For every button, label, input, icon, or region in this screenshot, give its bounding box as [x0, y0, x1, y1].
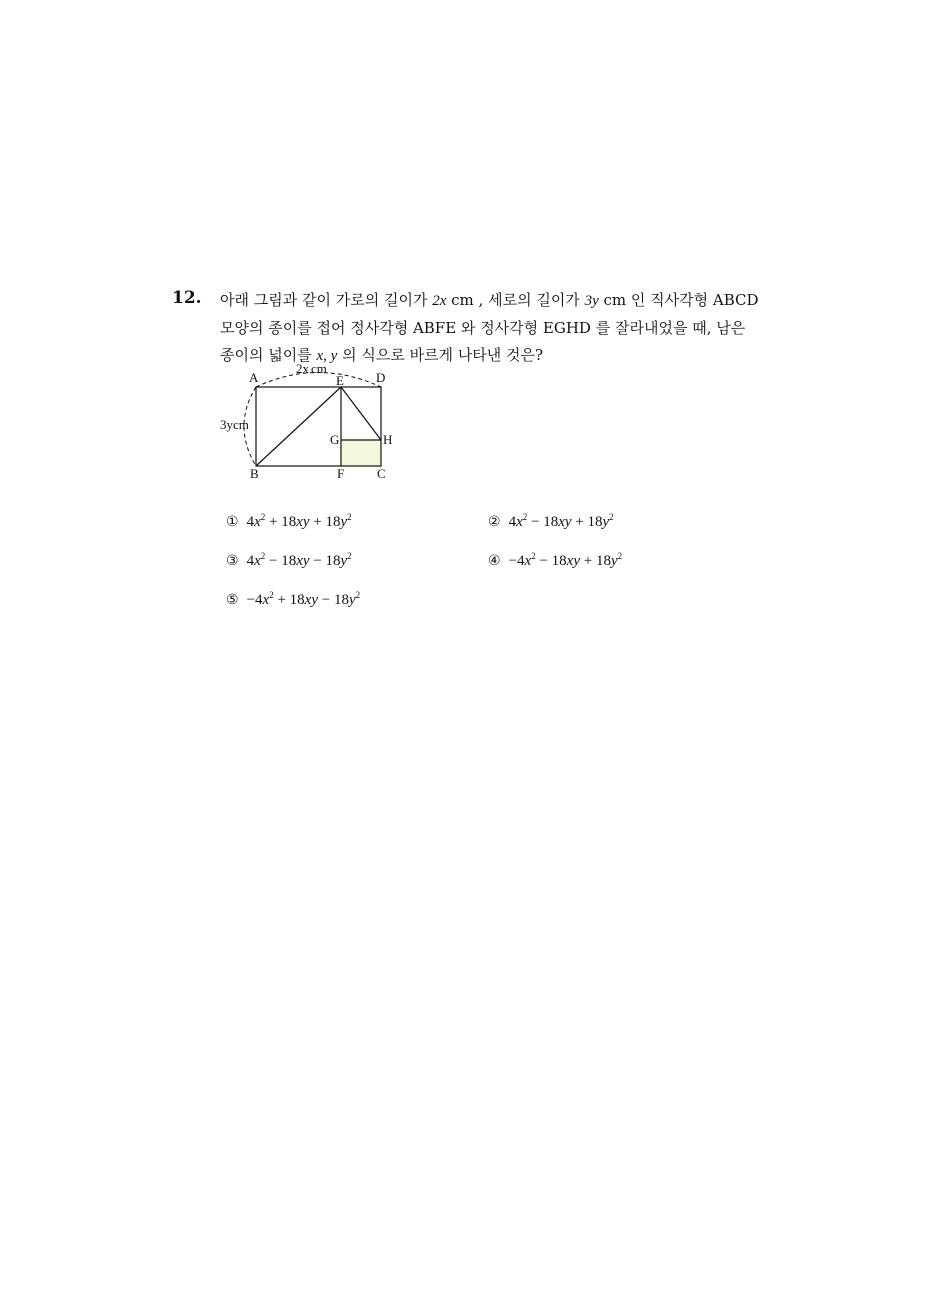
text-segment: 의 식으로 바르게 나타낸 것은? [337, 346, 544, 364]
choice-exp: 2 [269, 590, 274, 600]
choice-var: x [254, 553, 261, 569]
choice-var: x [254, 514, 261, 530]
text-segment: cm , 세로의 길이가 [446, 291, 585, 309]
choice-term: − 18 [265, 553, 297, 569]
choice-exp: 2 [609, 512, 614, 522]
choice-3[interactable] [226, 553, 352, 570]
diagonal-be [256, 387, 341, 466]
choice-var: xy [566, 553, 580, 569]
choice-number: ③ [226, 553, 239, 569]
choice-var: xy [296, 553, 310, 569]
choice-exp: 2 [355, 590, 361, 600]
label-b: B [250, 466, 259, 481]
choice-term: + 18 [580, 553, 611, 569]
choice-term: 4 [508, 514, 517, 530]
choice-exp: 2 [617, 551, 623, 561]
width-math: 2x [296, 361, 309, 376]
math-xy: x, y [316, 348, 338, 364]
label-g: G [330, 432, 340, 447]
text-segment: cm 인 직사각형 ABCD [598, 291, 759, 309]
width-unit: cm [311, 361, 327, 376]
choice-term: −4 [246, 592, 263, 608]
choice-var: xy [296, 514, 310, 530]
choice-5[interactable] [226, 592, 360, 609]
choice-term: −4 [508, 553, 525, 569]
choice-exp: 2 [347, 551, 352, 561]
question-line-1 [220, 287, 760, 315]
choice-2[interactable] [488, 514, 614, 531]
choice-exp: 2 [347, 512, 352, 522]
label-e: E [336, 373, 344, 388]
label-a: A [249, 370, 259, 385]
choice-term: − 18 [309, 553, 341, 569]
choice-var: y [340, 553, 348, 569]
choice-var: x [524, 553, 532, 569]
choice-exp: 2 [531, 551, 536, 561]
choice-var: y [348, 592, 356, 608]
choice-var: x [516, 514, 523, 530]
diagonal-eh [341, 387, 381, 440]
choice-term: − 18 [318, 592, 349, 608]
choice-var: y [340, 514, 348, 530]
text-segment: 종이의 넓이를 [220, 346, 317, 364]
choice-var: xy [558, 514, 572, 530]
choice-exp: 2 [260, 512, 266, 522]
label-h: H [383, 432, 393, 447]
choice-var: xy [304, 592, 318, 608]
height-unit: cm [233, 417, 249, 432]
choice-term: − 18 [535, 553, 567, 569]
choice-term: − 18 [527, 514, 559, 530]
choice-term: + 18 [265, 514, 297, 530]
label-c: C [377, 466, 386, 481]
math-3y: 3y [584, 293, 599, 309]
choice-var: y [610, 553, 618, 569]
shaded-region [341, 440, 381, 466]
rectangle-figure [212, 360, 412, 485]
choice-term: 4 [246, 514, 255, 530]
choice-var: y [602, 514, 610, 530]
choice-number: ④ [488, 553, 501, 569]
choice-exp: 2 [260, 551, 266, 561]
choice-number: ② [488, 514, 501, 530]
choice-term: + 18 [309, 514, 341, 530]
choice-var: x [262, 592, 270, 608]
label-f: F [337, 466, 345, 481]
choice-number: ① [226, 514, 239, 530]
text-segment: 아래 그림과 같이 가로의 길이가 [220, 291, 433, 309]
choice-term: + 18 [273, 592, 305, 608]
choice-1[interactable] [226, 514, 352, 531]
question-number: 12. [172, 288, 202, 308]
choice-exp: 2 [522, 512, 528, 522]
height-label [220, 417, 249, 432]
height-math: 3y [220, 417, 233, 432]
choice-number: ⑤ [226, 592, 239, 608]
choice-4[interactable] [488, 553, 622, 570]
width-label [296, 361, 327, 376]
math-2x: 2x [432, 293, 447, 309]
question-line-2: 모양의 종이를 접어 정사각형 ABFE 와 정사각형 EGHD 를 잘라내었을 때, 남은 [220, 319, 746, 337]
label-d: D [376, 370, 386, 385]
question-text [220, 287, 760, 370]
choice-term: 4 [246, 553, 255, 569]
choice-term: + 18 [571, 514, 603, 530]
